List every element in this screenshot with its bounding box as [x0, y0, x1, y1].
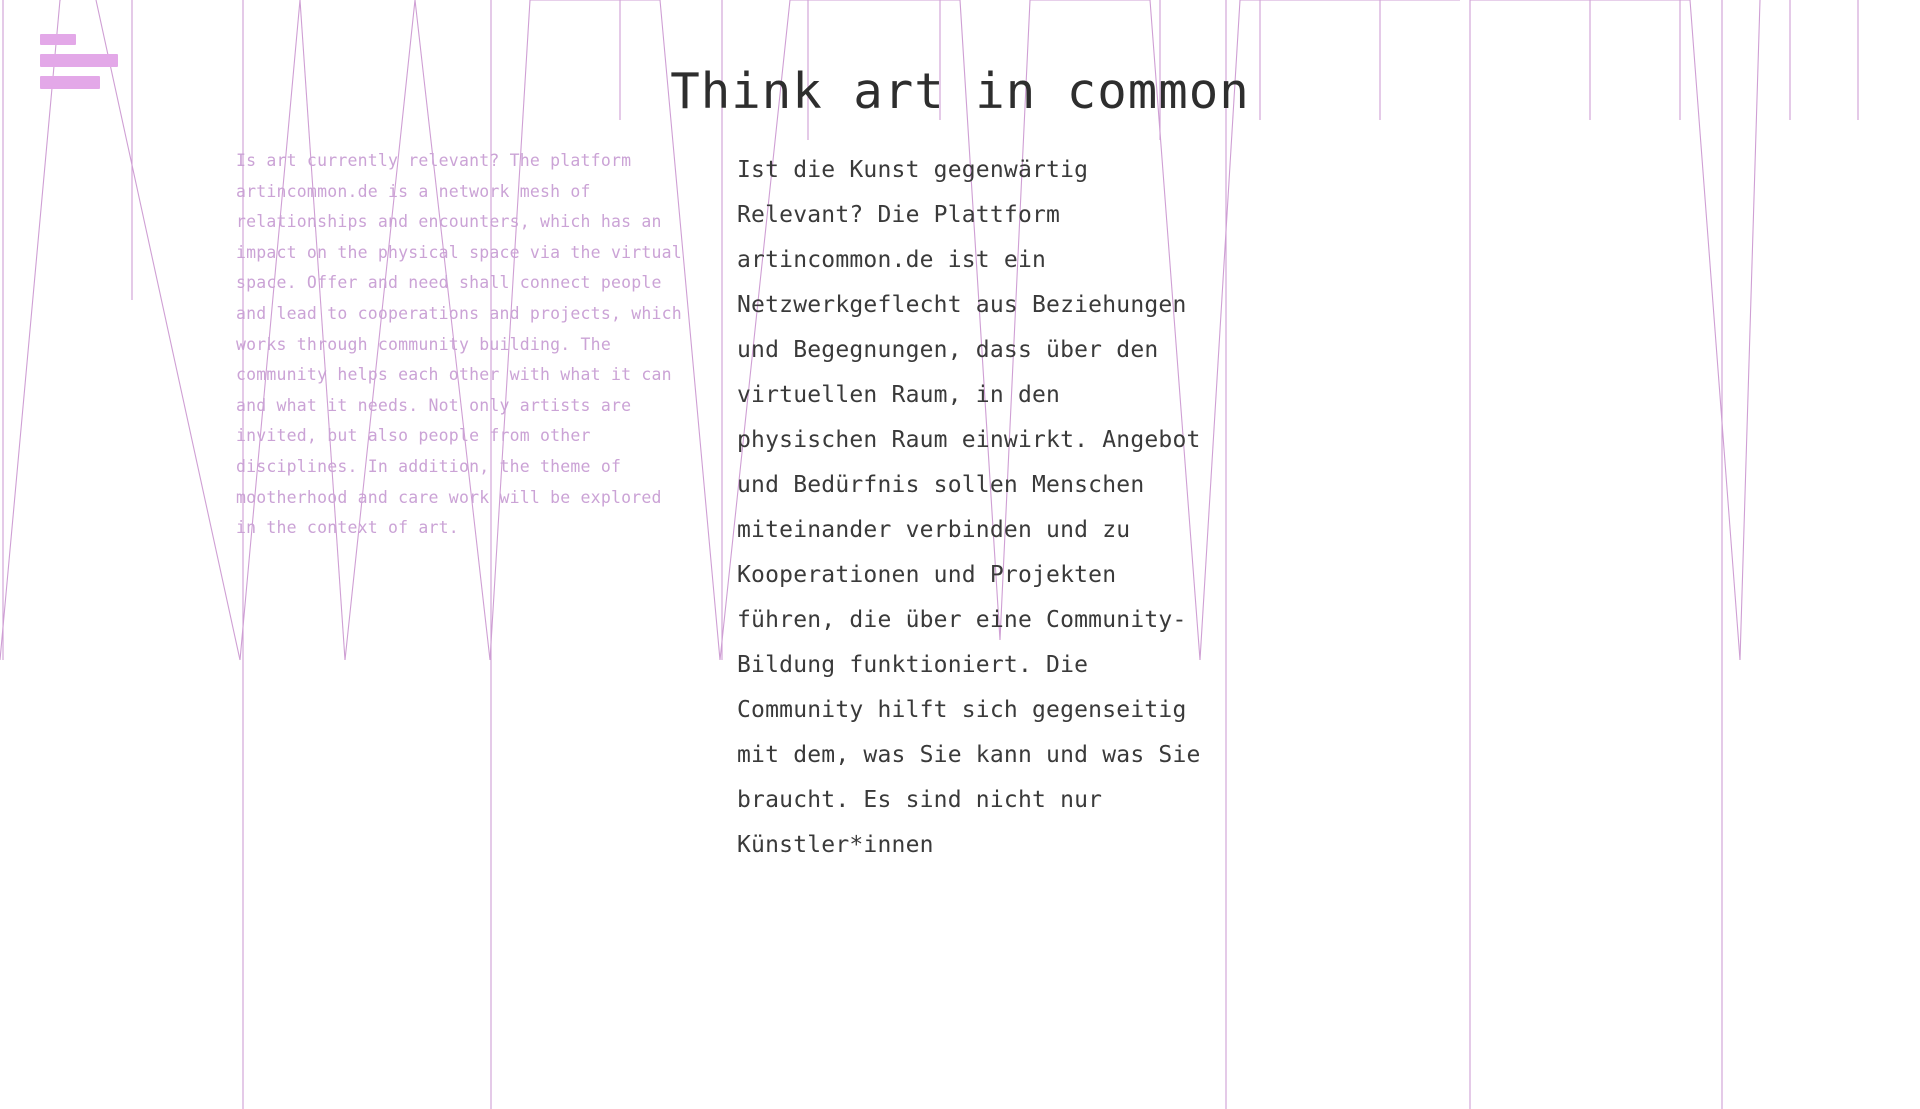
hamburger-menu-icon[interactable] — [40, 34, 126, 98]
intro-text-german: Ist die Kunst gegenwärtig Relevant? Die Plattform artincommon.de ist ein Netzwerkgeflecht aus Beziehungen und Begegnungen, dass über den virtuellen Raum, in den physischen Raum einwirkt. Angebot und Bedürfnis sollen Menschen miteinander verbinden und zu Kooperationen und Projekten führen, die über eine Community-Bildung funktioniert. Die Community hilft sich gegenseitig mit dem, was Sie kann und was Sie braucht. Es sind nicht nur Künstler*innen — [737, 157, 1201, 858]
intro-text-english: Is art currently relevant? The platform artincommon.de is a network mesh of relationships and encounters, which has an impact on the physical space via the virtual space. Offer and need shall connect people and lead to cooperations and projects, which works through community building. The community helps each other with what it can and what it needs. Not only artists are invited, but also people from other disciplines. In addition, the theme of mootherhood and care work will be explored in the context of art. — [236, 151, 682, 538]
page-title: Think art in common — [670, 62, 1250, 120]
menu-bar-2 — [40, 54, 118, 67]
menu-bar-1 — [40, 34, 76, 45]
menu-bar-3 — [40, 76, 100, 89]
